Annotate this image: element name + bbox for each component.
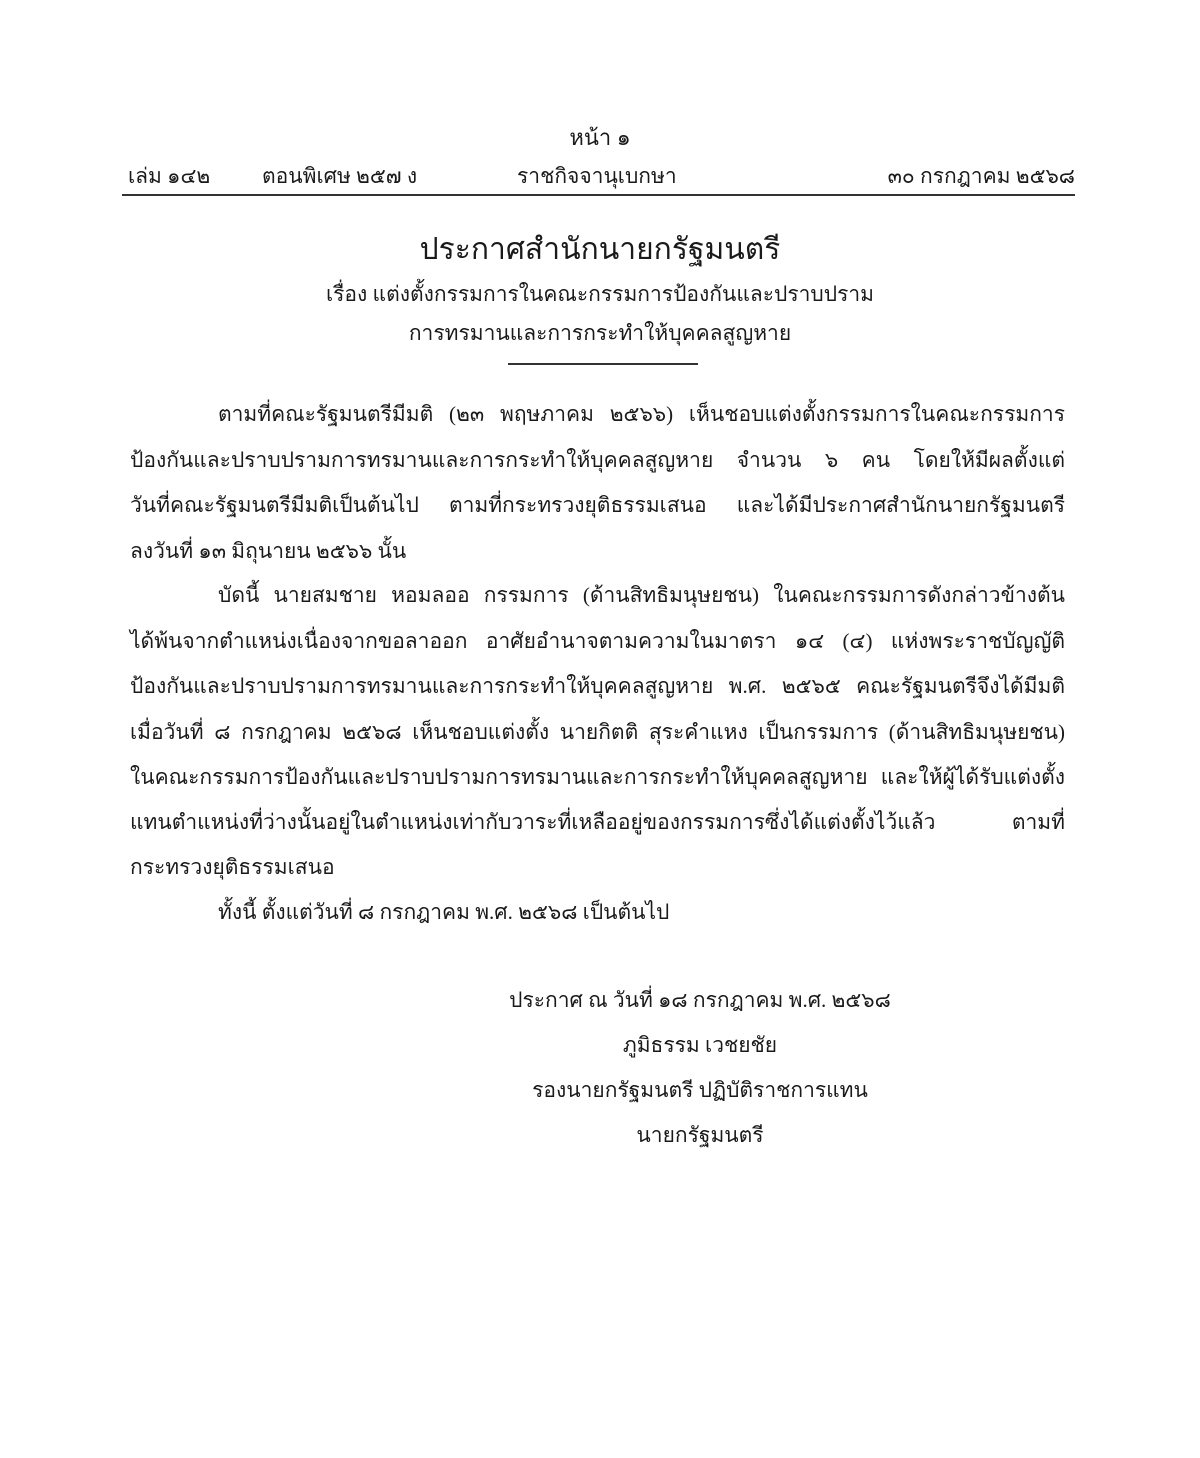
signatory-position: รองนายกรัฐมนตรี ปฏิบัติราชการแทน xyxy=(532,1078,868,1102)
announcement-date: ประกาศ ณ วันที่ ๑๘ กรกฎาคม พ.ศ. ๒๕๖๘ xyxy=(509,988,891,1012)
subject-line: การทรมานและการกระทำให้บุคคลสูญหาย xyxy=(408,321,792,345)
body-line: ทั้งนี้ ตั้งแต่วันที่ ๘ กรกฎาคม พ.ศ. ๒๕๖๘ เป็นต้นไป xyxy=(218,900,670,924)
body-line: เมื่อวันที่ ๘ กรกฎาคม ๒๕๖๘ เห็นชอบแต่งตั้ง นายกิตติ สุระคำแหง เป็นกรรมการ (ด้านสิทธิมนุษยชน) xyxy=(130,720,1065,744)
body-line: แทนตำแหน่งที่ว่างนั้นอยู่ในตำแหน่งเท่ากับวาระที่เหลืออยู่ของกรรมการซึ่งได้แต่งตั้งไว้แล้ว ตามที่ xyxy=(130,810,1065,834)
document-title: ประกาศสำนักนายกรัฐมนตรี xyxy=(419,233,781,266)
body-line: วันที่คณะรัฐมนตรีมีมติเป็นต้นไป ตามที่กระทรวงยุติธรรมเสนอ และได้มีประกาศสำนักนายกรัฐมนตรี xyxy=(130,493,1065,517)
body-line: ป้องกันและปราบปรามการทรมานและการกระทำให้บุคคลสูญหาย จำนวน ๖ คน โดยให้มีผลตั้งแต่ xyxy=(130,448,1065,472)
body-line: กระทรวงยุติธรรมเสนอ xyxy=(130,855,335,879)
title-divider xyxy=(508,363,698,365)
publication-date: ๓๐ กรกฎาคม ๒๕๖๘ xyxy=(887,164,1075,188)
subject-line: เรื่อง แต่งตั้งกรรมการในคณะกรรมการป้องกันและปราบปราม xyxy=(325,282,875,306)
body-line: ลงวันที่ ๑๓ มิถุนายน ๒๕๖๖ นั้น xyxy=(130,539,407,563)
body-line: ในคณะกรรมการป้องกันและปราบปรามการทรมานและการกระทำให้บุคคลสูญหาย และให้ผู้ได้รับแต่งตั้ง xyxy=(130,765,1065,789)
body-line: ป้องกันและปราบปรามการทรมานและการกระทำให้บุคคลสูญหาย พ.ศ. ๒๕๖๕ คณะรัฐมนตรีจึงได้มีมติ xyxy=(130,674,1065,698)
body-line: บัดนี้ นายสมชาย หอมลออ กรรมการ (ด้านสิทธิมนุษยชน) ในคณะกรรมการดังกล่าวข้างต้น xyxy=(218,583,1065,607)
page-number: หน้า ๑ xyxy=(569,125,631,150)
volume: เล่ม ๑๔๒ xyxy=(128,164,211,188)
issue: ตอนพิเศษ ๒๕๗ ง xyxy=(262,164,418,188)
publication-name: ราชกิจจานุเบกษา xyxy=(517,164,677,188)
header-divider xyxy=(122,194,1075,196)
signatory-name: ภูมิธรรม เวชยชัย xyxy=(622,1033,778,1057)
body-line: ได้พ้นจากตำแหน่งเนื่องจากขอลาออก อาศัยอำนาจตามความในมาตรา ๑๔ (๔) แห่งพระราชบัญญัติ xyxy=(130,629,1065,653)
body-line: ตามที่คณะรัฐมนตรีมีมติ (๒๓ พฤษภาคม ๒๕๖๖) เห็นชอบแต่งตั้งกรรมการในคณะกรรมการ xyxy=(218,402,1065,426)
signatory-on-behalf: นายกรัฐมนตรี xyxy=(636,1123,764,1147)
